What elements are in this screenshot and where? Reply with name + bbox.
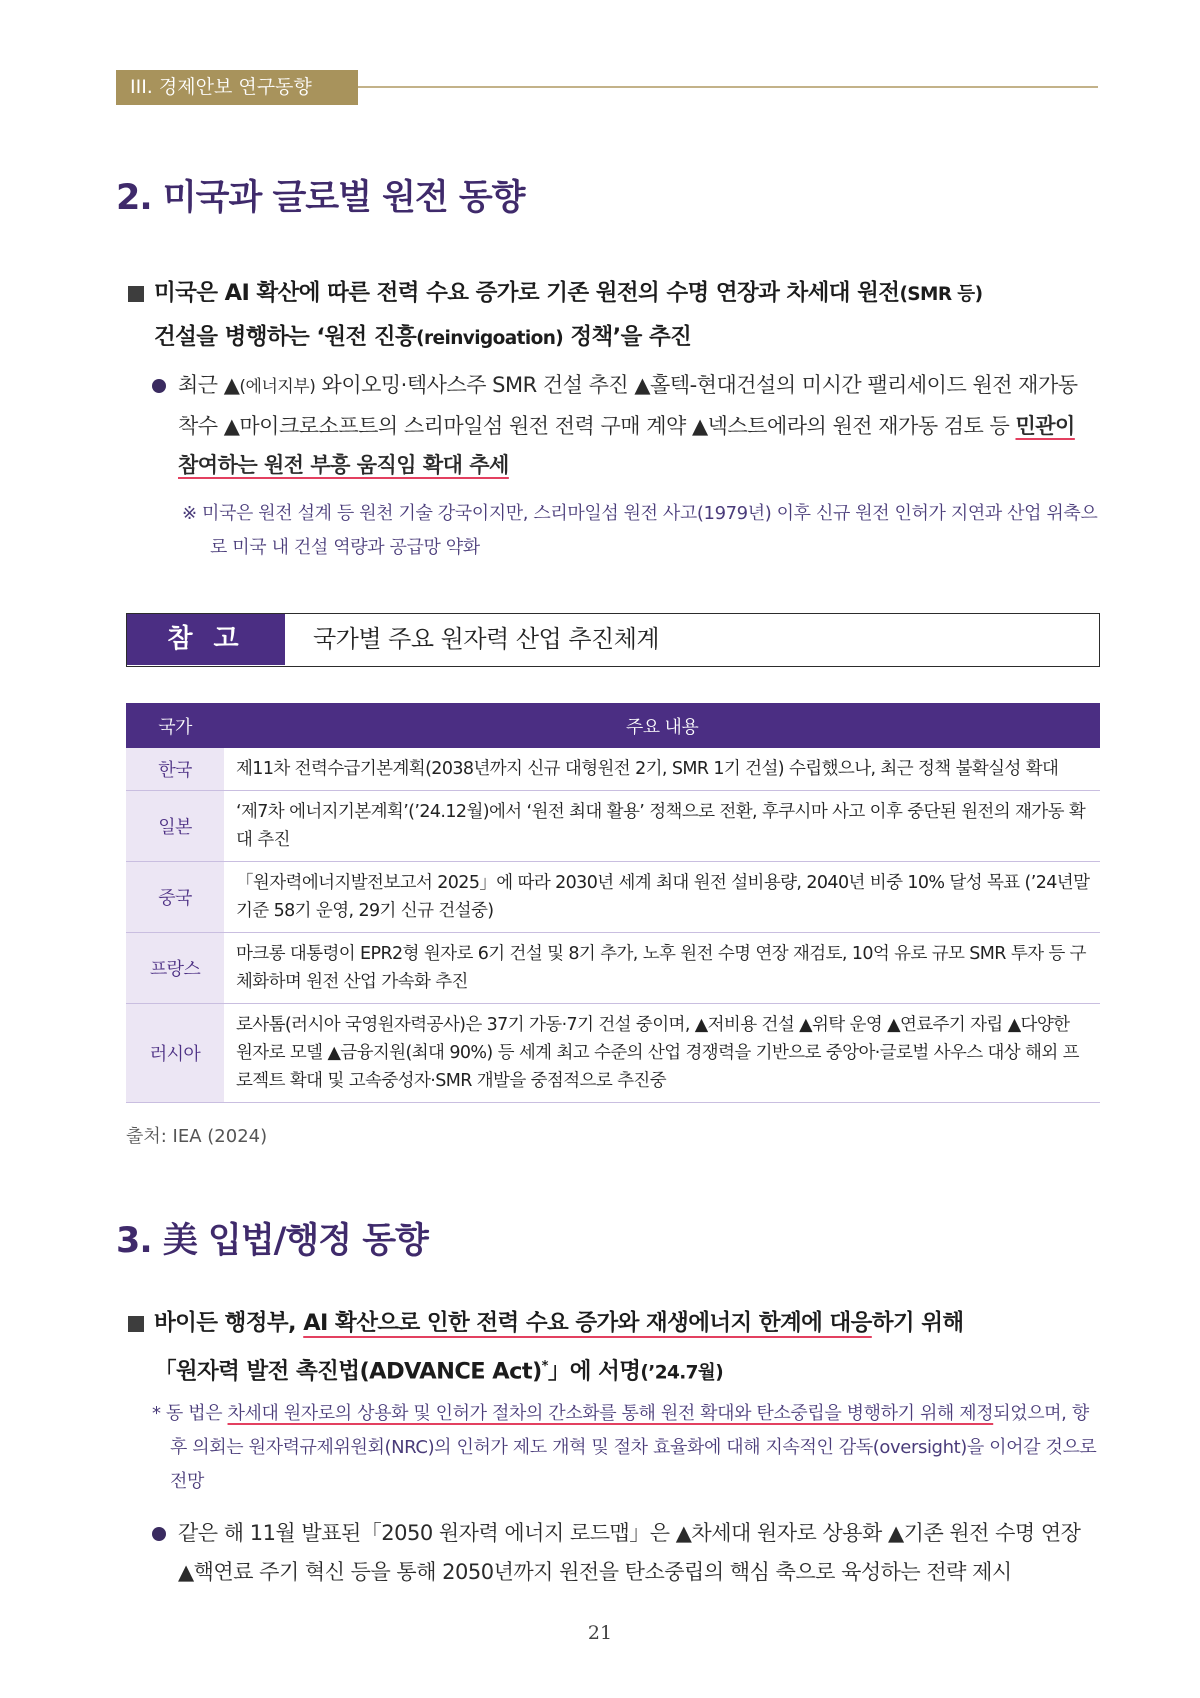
table-cell-country: 일본 — [126, 791, 224, 862]
section-3-footnote — [152, 1397, 1100, 1499]
table-cell-content: 마크롱 대통령이 EPR2형 원자로 6기 건설 및 8기 추가, 노후 원전 수명 연장 재검토, 10억 유로 규모 SMR 투자 등 구체화하며 원전 산업 가속화 추진 — [224, 933, 1100, 1004]
page-number: 21 — [587, 1622, 613, 1644]
bullet-text-a: 최근 ▲ — [178, 373, 240, 397]
table-header-country: 국가 — [126, 703, 224, 748]
main-point-post: 하기 위해 — [871, 1310, 964, 1336]
section-3-bullet — [152, 1514, 1100, 1592]
bullet-text-small: (에너지부) — [239, 377, 316, 397]
table-cell-content: 제11차 전력수급기본계획(2038년까지 신규 대형원전 2기, SMR 1기 건설) 수립했으나, 최근 정책 불확실성 확대 — [224, 748, 1100, 791]
table-row — [126, 933, 1100, 1004]
section-2-main-point — [128, 272, 1100, 360]
section-2-title: 2. 미국과 글로벌 원전 동향 — [116, 178, 525, 218]
circle-bullet-icon — [152, 1527, 166, 1541]
footnote-post: 되었으며, 향후 의회는 원자력규제위원회(NRC)의 인허가 제도 개혁 및 절차 효율화에 대해 지속적인 감독(oversight)을 이어갈 것으로 전망 — [170, 1403, 1097, 1492]
main-point-paren2: (reinvigoation) — [416, 328, 564, 349]
reference-table — [126, 703, 1100, 1103]
table-header-content: 주요 내용 — [224, 703, 1100, 748]
reference-title: 국가별 주요 원자력 산업 추진체계 — [313, 625, 660, 653]
table-cell-content: ‘제7차 에너지기본계획’(’24.12월)에서 ‘원전 최대 활용’ 정책으로 전환, 후쿠시마 사고 이후 중단된 원전의 재가동 확대 추진 — [224, 791, 1100, 862]
footnote-pre: * 동 법은 — [152, 1403, 228, 1424]
main-point-underlined: AI 확산으로 인한 전력 수요 증가와 재생에너지 한계에 대응 — [303, 1310, 872, 1336]
table-cell-country: 중국 — [126, 862, 224, 933]
section-header-tab: III. 경제안보 연구동향 — [116, 70, 358, 105]
table-cell-content: 로사톰(러시아 국영원자력공사)은 37기 가동·7기 건설 중이며, ▲저비용 건설 ▲위탁 운영 ▲연료주기 자립 ▲다양한 원자로 모델 ▲금융지원(최대 90%) 등 세계 최고 수준의 산업 경쟁력을 기반으로 중앙아·글로벌 사우스 대상 해외 프로젝트 확대 및 고속중성자·SMR 개발을 중점적으로 추진중 — [224, 1004, 1100, 1103]
table-row — [126, 748, 1100, 791]
main-point-line2: 건설을 병행하는 ‘원전 진흥 — [154, 324, 417, 350]
square-bullet-icon — [128, 286, 144, 302]
table-row — [126, 791, 1100, 862]
reference-label: 참 고 — [127, 614, 285, 665]
main-point-text: 미국은 AI 확산에 따른 전력 수요 증가로 기존 원전의 수명 연장과 차세대 원전 — [154, 280, 900, 306]
table-cell-country: 한국 — [126, 748, 224, 791]
table-row — [126, 1004, 1100, 1103]
main-point-line2: 「원자력 발전 촉진법(ADVANCE Act) — [154, 1358, 542, 1385]
main-point-date: (’24.7월) — [640, 1362, 724, 1384]
section-2-note — [182, 497, 1100, 565]
square-bullet-icon — [128, 1316, 144, 1332]
bullet-text-b: 와이오밍·텍사스주 SMR 건설 추진 ▲홀텍-현대건설의 미시간 팰리세이드 원전 재가동 착수 ▲마이크로소프트의 스리마일섬 원전 전력 구매 계약 ▲넥스트에라의 원전 재가동 검토 등 — [178, 373, 1078, 438]
footnote-underlined: 차세대 원자로의 상용화 및 인허가 절차의 간소화를 통해 원전 확대와 탄소중립을 병행하기 위해 제정 — [227, 1403, 994, 1424]
section-3-bullet-text: 같은 해 11월 발표된「2050 원자력 에너지 로드맵」은 ▲차세대 원자로 상용화 ▲기존 원전 수명 연장 ▲핵연료 주기 혁신 등을 통해 2050년까지 원전을 탄소중립의 핵심 축으로 육성하는 전략 제시 — [178, 1521, 1081, 1584]
main-point-paren: (SMR 등) — [899, 284, 983, 305]
note-text: ※ 미국은 원전 설계 등 원천 기술 강국이지만, 스리마일섬 원전 사고(1979년) 이후 신규 원전 인허가 지연과 산업 위축으로 미국 내 건설 역량과 공급망 약화 — [182, 503, 1098, 558]
main-point-pre: 바이든 행정부, — [154, 1310, 304, 1336]
table-row — [126, 862, 1100, 933]
reference-box — [126, 613, 1100, 667]
main-point-line2-post: 」에 서명 — [547, 1358, 641, 1385]
section-2-bullet — [152, 366, 1100, 485]
footnote-text — [152, 1397, 1100, 1499]
section-3-title: 3. 美 입법/행정 동향 — [116, 1221, 428, 1261]
bullet-underlined: 민관이 참여하는 원전 부흥 움직임 확대 추세 — [178, 414, 1075, 477]
section-3-main-point — [128, 1302, 1100, 1395]
header-rule — [358, 86, 1098, 88]
footnote-marker: * — [541, 1359, 548, 1374]
table-cell-country: 프랑스 — [126, 933, 224, 1004]
circle-bullet-icon — [152, 379, 166, 393]
table-cell-country: 러시아 — [126, 1004, 224, 1103]
table-source: 출처: IEA (2024) — [126, 1126, 268, 1147]
table-cell-content: 「원자력에너지발전보고서 2025」에 따라 2030년 세계 최대 원전 설비용량, 2040년 비중 10% 달성 목표 (’24년말 기준 58기 운영, 29기 신규 건설중) — [224, 862, 1100, 933]
table-header-row — [126, 703, 1100, 748]
main-point-post: 정책’을 추진 — [563, 324, 692, 350]
